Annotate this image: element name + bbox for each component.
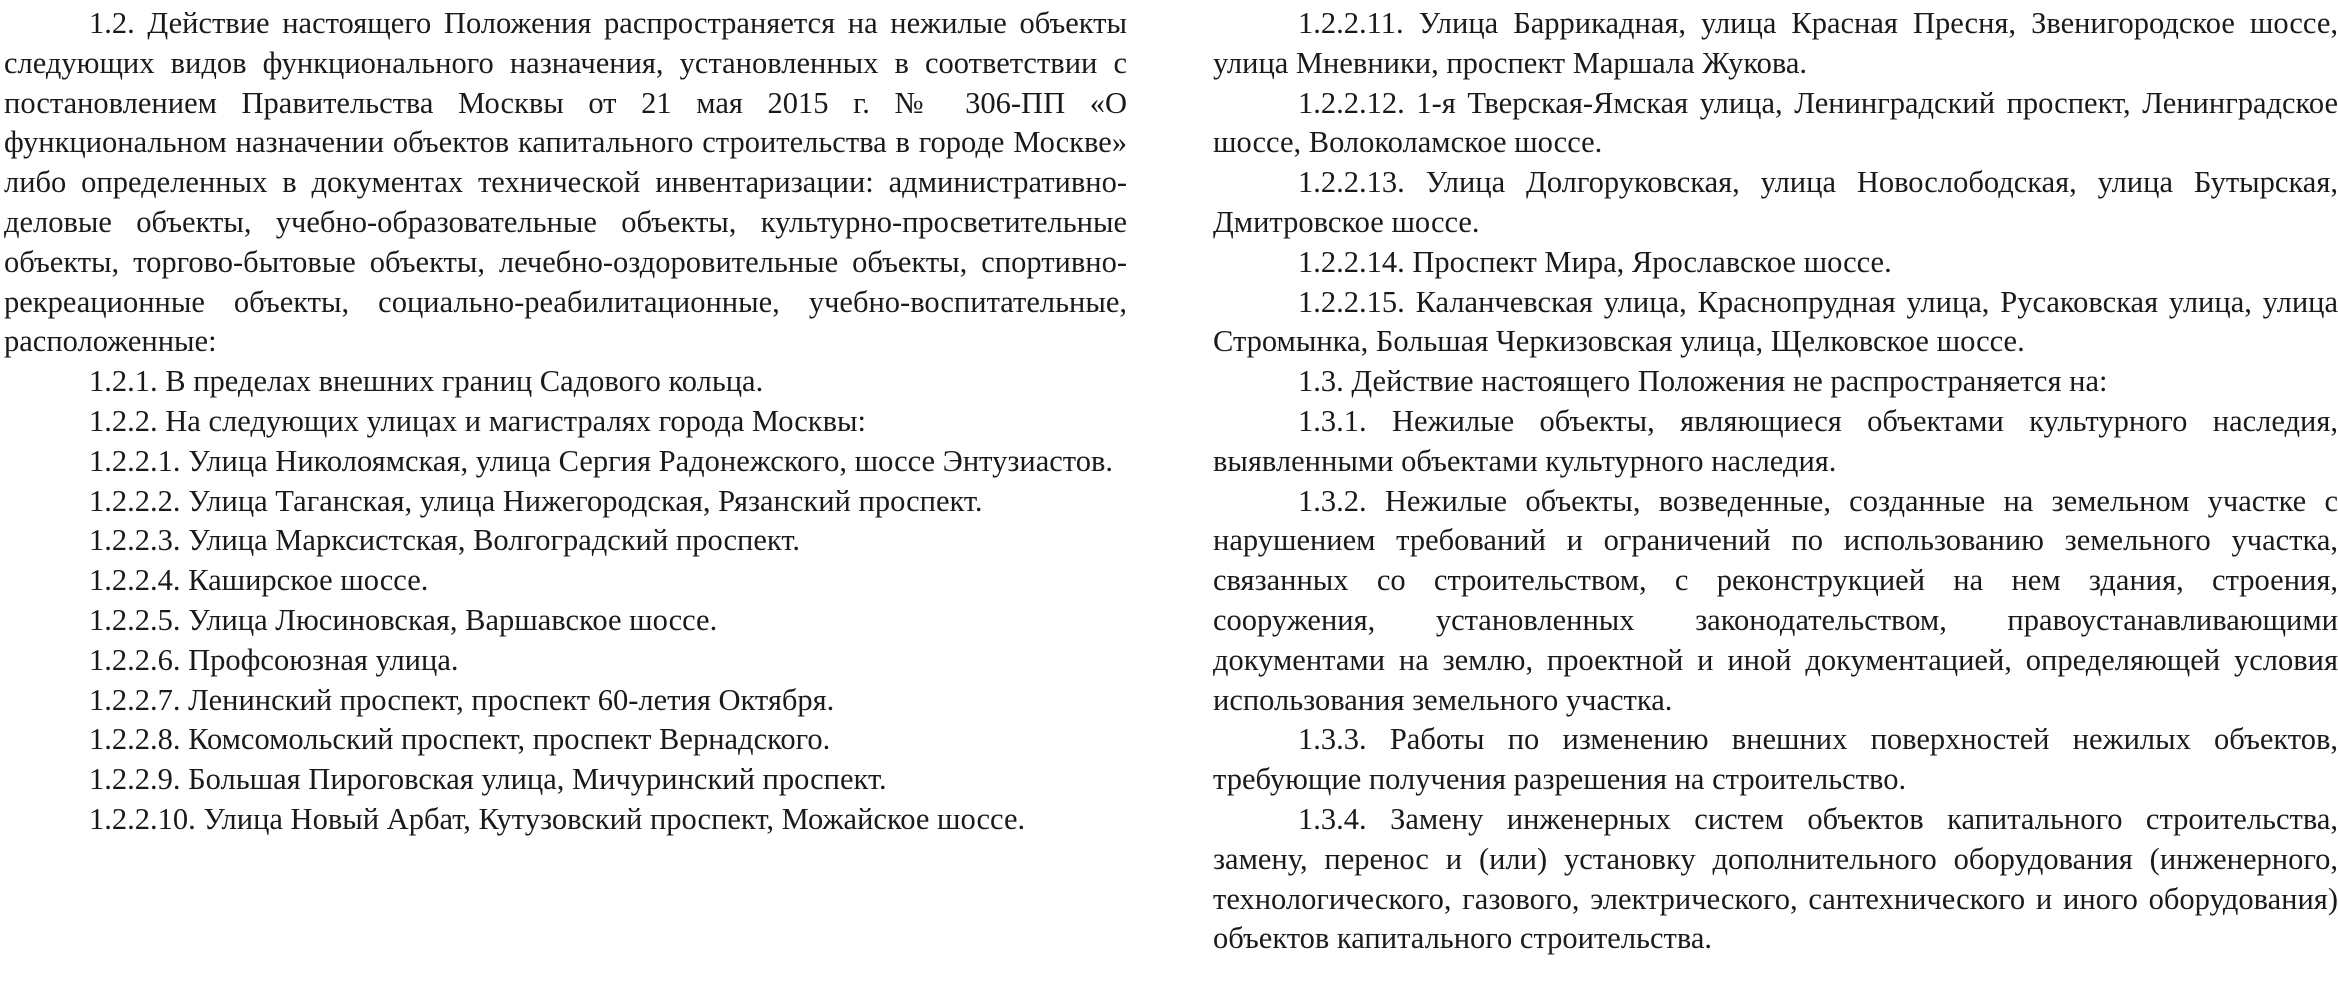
paragraph-1-2-2-8: 1.2.2.8. Комсомольский проспект, проспект Вернадского. bbox=[89, 722, 831, 757]
paragraph-1-2-2-10: 1.2.2.10. Улица Новый Арбат, Кутузовский проспект, Можайское шоссе. bbox=[89, 801, 1026, 836]
paragraph-1-2-2-2: 1.2.2.2. Улица Таганская, улица Нижегородская, Рязанский проспект. bbox=[89, 483, 983, 518]
paragraph-1-2-2-14: 1.2.2.14. Проспект Мира, Ярославское шоссе. bbox=[1298, 244, 1892, 279]
paragraph-1-3-2: 1.3.2. Нежилые объекты, возведенные, созданные на земельном участке с нарушением требований и ограничений по использованию земельного участка, связанных со строительством, с реконструкцией на нем здания, строения, сооружения, установленных законодательством, правоустанавливающими документами на землю, проектной и иной документацией, определяющей условия использования земельного участка. bbox=[1213, 483, 2338, 717]
right-column bbox=[1213, 4, 2338, 959]
paragraph-1-2-2-15: 1.2.2.15. Каланчевская улица, Краснопрудная улица, Русаковская улица, улица Стромынка, Большая Черкизовская улица, Щелковское шоссе. bbox=[1213, 284, 2338, 359]
paragraph-1-2-2-4: 1.2.2.4. Каширское шоссе. bbox=[89, 563, 429, 598]
paragraph-1-2-2-13: 1.2.2.13. Улица Долгоруковская, улица Новослободская, улица Бутырская, Дмитровское шоссе. bbox=[1213, 165, 2338, 239]
paragraph-1-2-2-11: 1.2.2.11. Улица Баррикадная, улица Красная Пресня, Звенигородское шоссе, улица Мневники, проспект Маршала Жукова. bbox=[1213, 6, 2338, 80]
document-page bbox=[0, 4, 2338, 1000]
paragraph-1-3: 1.3. Действие настоящего Положения не распространяется на: bbox=[1298, 364, 2108, 399]
paragraph-1-2-1: 1.2.1. В пределах внешних границ Садового кольца. bbox=[89, 364, 764, 399]
paragraph-1-2-2-6: 1.2.2.6. Профсоюзная улица. bbox=[89, 642, 459, 677]
paragraph-1-2-2-1: 1.2.2.1. Улица Николоямская, улица Сергия Радонежского, шоссе Энтузиастов. bbox=[89, 443, 1113, 478]
paragraph-1-3-1: 1.3.1. Нежилые объекты, являющиеся объектами культурного наследия, выявленными объектами культурного наследия. bbox=[1213, 403, 2338, 478]
paragraph-1-2-2-12: 1.2.2.12. 1-я Тверская-Ямская улица, Ленинградский проспект, Ленинградское шоссе, Волоколамское шоссе. bbox=[1213, 85, 2338, 160]
paragraph-1-2-2: 1.2.2. На следующих улицах и магистралях города Москвы: bbox=[89, 403, 866, 438]
left-column bbox=[4, 4, 1127, 840]
paragraph-1-3-3: 1.3.3. Работы по изменению внешних поверхностей нежилых объектов, требующие получения разрешения на строительство. bbox=[1213, 722, 2338, 797]
paragraph-1-2-2-7: 1.2.2.7. Ленинский проспект, проспект 60-летия Октября. bbox=[89, 682, 835, 717]
paragraph-1-3-4: 1.3.4. Замену инженерных систем объектов капитального строительства, замену, перенос и (или) установку дополнительного оборудования (инженерного, технологического, газового, электрического, сантехнического и иного оборудования) объектов капитального строительства. bbox=[1213, 801, 2338, 956]
paragraph-1-2: 1.2. Действие настоящего Положения распространяется на нежилые объекты следующих видов функционального назначения, установленных в соответствии с постановлением Правительства Москвы от 21 мая 2015 г. № 306-ПП «О функциональном назначении объектов капитального строительства в городе Москве» либо определенных в документах технической инвентаризации: административно-деловые объекты, учебно-образовательные объекты, культурно-просветительные объекты, торгово-бытовые объекты, лечебно-оздоровительные объекты, спортивно-рекреационные объекты, социально-реабилитационные, учебно-воспитательные, расположенные: bbox=[4, 6, 1127, 359]
paragraph-1-2-2-5: 1.2.2.5. Улица Люсиновская, Варшавское шоссе. bbox=[89, 602, 718, 637]
paragraph-1-2-2-9: 1.2.2.9. Большая Пироговская улица, Мичуринский проспект. bbox=[89, 762, 887, 797]
paragraph-1-2-2-3: 1.2.2.3. Улица Марксистская, Волгоградский проспект. bbox=[89, 523, 800, 558]
